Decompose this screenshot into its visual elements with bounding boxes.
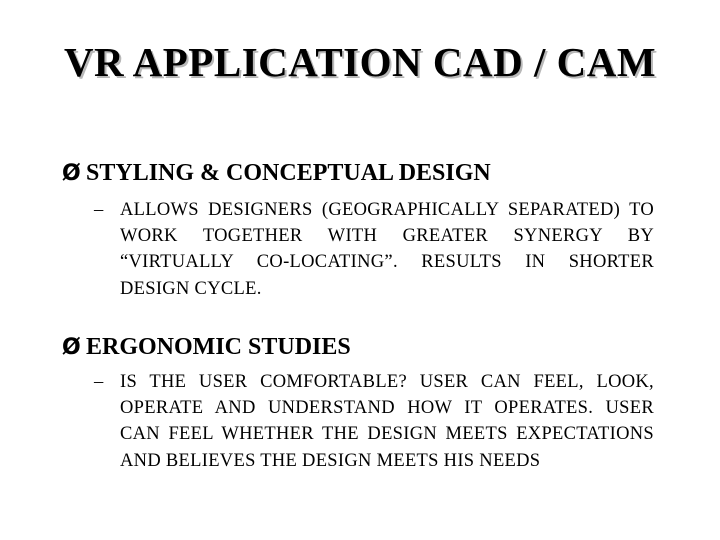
- sub-bullet-styling: [94, 197, 654, 302]
- bullet-heading: ERGONOMIC STUDIES: [86, 334, 351, 360]
- sub-bullet-ergonomic: [94, 369, 654, 474]
- dash-marker: –: [94, 200, 104, 220]
- arrow-bullet-icon: Ø: [62, 161, 81, 186]
- sub-bullet-text: ALLOWS DESIGNERS (GEOGRAPHICALLY SEPARATED) TO WORK TOGETHER WITH GREATER SYNERGY BY “VIRTUALLY CO-LOCATING”. RESULTS IN SHORTER DESIGN CYCLE.: [120, 200, 654, 299]
- arrow-bullet-icon: Ø: [62, 335, 81, 360]
- bullet-heading: STYLING & CONCEPTUAL DESIGN: [86, 160, 491, 186]
- bullet-ergonomic: [62, 334, 351, 361]
- bullet-styling: [62, 160, 491, 187]
- dash-marker: –: [94, 372, 104, 392]
- sub-bullet-text: IS THE USER COMFORTABLE? USER CAN FEEL, LOOK, OPERATE AND UNDERSTAND HOW IT OPERATES. USER CAN FEEL WHETHER THE DESIGN MEETS EXPECTATIONS AND BELIEVES THE DESIGN MEETS HIS NEEDS: [120, 372, 654, 471]
- slide-title: VR APPLICATION CAD / CAM: [63, 39, 657, 85]
